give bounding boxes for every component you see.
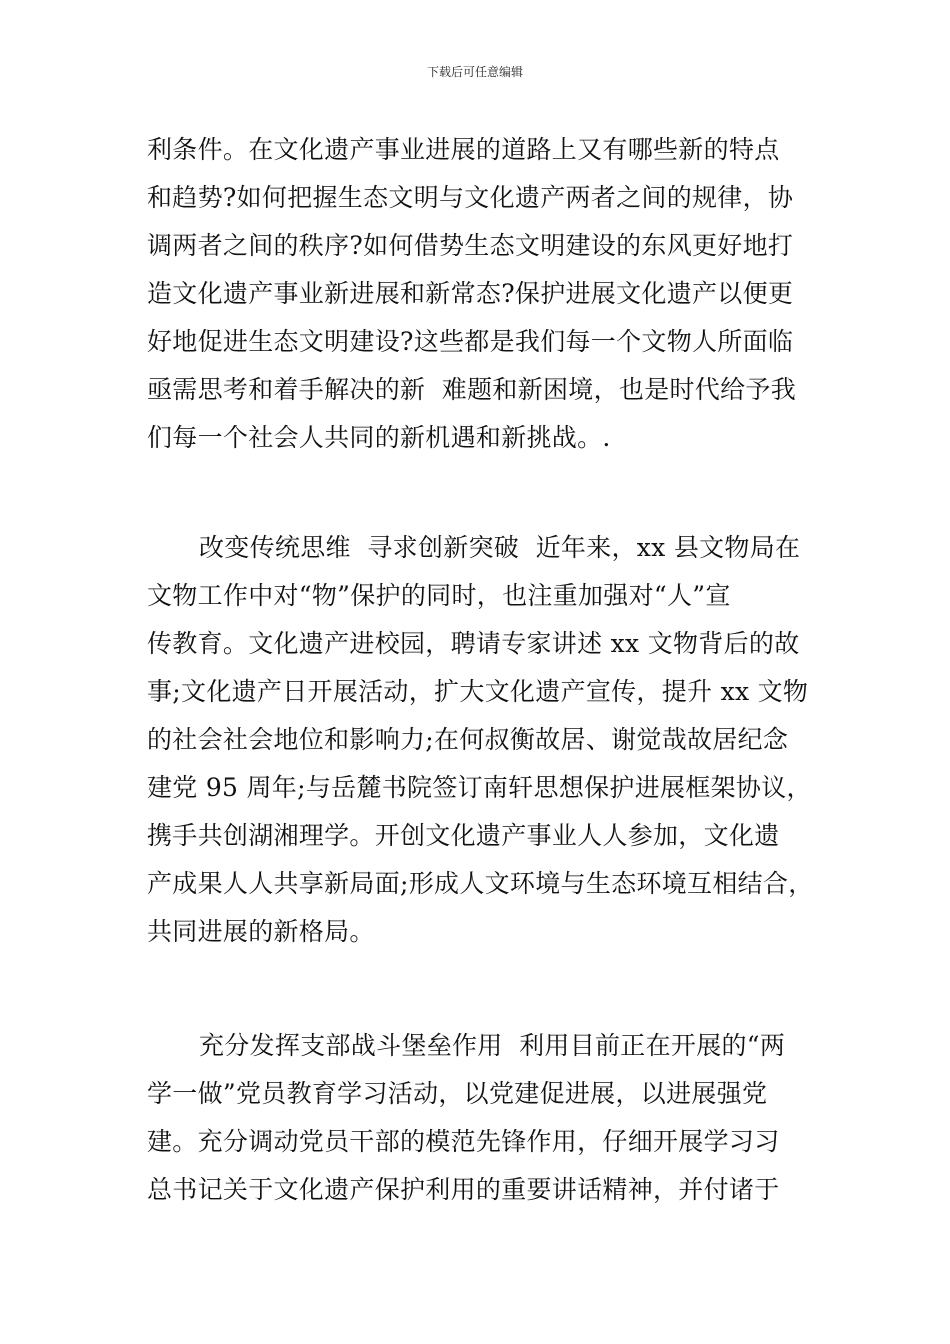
text-line: 造文化遗产事业新进展和新常态?保护进展文化遗产以便更: [147, 279, 794, 308]
text-line: 传教育。文化遗产进校园，聘请专家讲述 xx 文物背后的故: [147, 629, 800, 658]
text-line: 产成果人人共享新局面;形成人文环境与生态环境互相结合，: [147, 869, 814, 898]
text-line-indented: 充分发挥支部战斗堡垒作用 利用目前正在开展的“两: [199, 1031, 786, 1060]
text-line-indented: 改变传统思维 寻求创新突破 近年来，xx 县文物局在: [199, 533, 801, 562]
text-line: 建党 95 周年;与岳麓书院签订南轩思想保护进展框架协议，: [147, 773, 812, 802]
text-line: 亟需思考和着手解决的新 难题和新困境，也是时代给予我: [147, 375, 796, 404]
text-line: 学一做”党员教育学习活动，以党建促进展，以进展强党: [147, 1079, 768, 1108]
text-line: 和趋势?如何把握生态文明与文化遗产两者之间的规律，协: [147, 183, 794, 212]
page-header-note: 下载后可任意编辑: [426, 65, 523, 79]
text-line: 的社会社会地位和影响力;在何叔衡故居、谢觉哉故居纪念: [147, 725, 789, 754]
text-line: 利条件。在文化遗产事业进展的道路上又有哪些新的特点: [147, 135, 780, 164]
paragraph-3: [147, 1022, 827, 1214]
paragraph-1: [147, 126, 827, 462]
text-line: 事;文化遗产日开展活动，扩大文化遗产宣传，提升 xx 文物: [147, 677, 809, 706]
text-line: 们每一个社会人共同的新机遇和新挑战。.: [147, 423, 611, 452]
text-line: 好地促进生态文明建设?这些都是我们每一个文物人所面临: [147, 327, 794, 356]
text-line: 调两者之间的秩序?如何借势生态文明建设的东风更好地打: [147, 231, 794, 260]
text-line: 共同进展的新格局。: [147, 917, 375, 946]
text-line: 文物工作中对“物”保护的同时，也注重加强对“人”宣: [147, 581, 731, 610]
text-line: 携手共创湖湘理学。开创文化遗产事业人人参加，文化遗: [147, 821, 780, 850]
paragraph-2: [147, 524, 827, 956]
text-line: 总书记关于文化遗产保护利用的重要讲话精神，并付诸于: [147, 1175, 780, 1204]
text-line: 建。充分调动党员干部的模范先锋作用，仔细开展学习习: [147, 1127, 780, 1156]
